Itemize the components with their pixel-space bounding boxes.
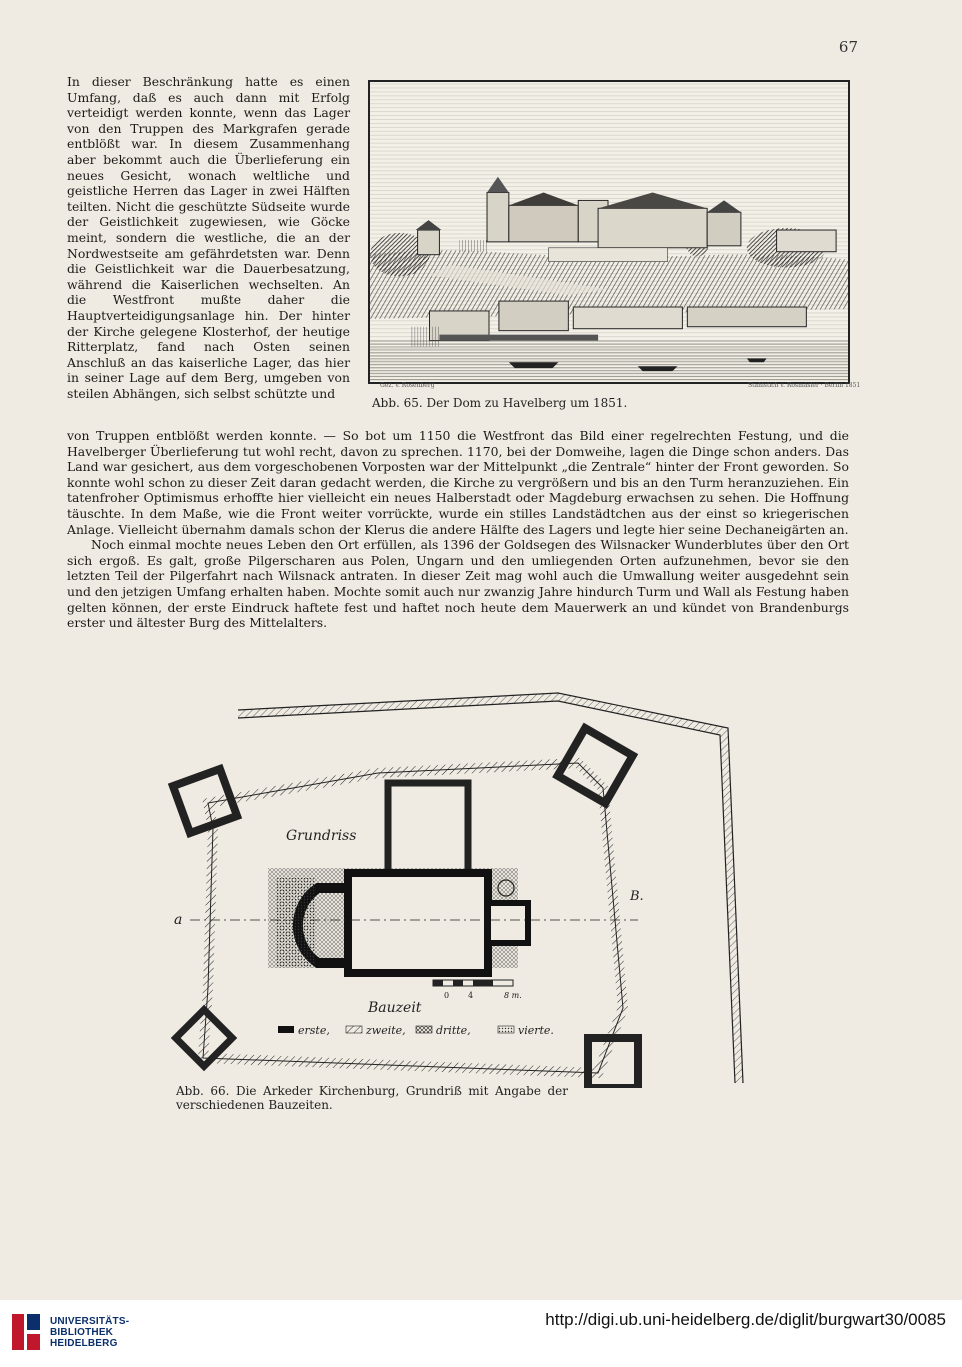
figure-66-caption: Abb. 66. Die Arkeder Kirchenburg, Grundriß mit Angabe der verschiedenen Bauzeiten. [176,1084,568,1112]
university-library-logo-icon [12,1314,40,1350]
engraving-credit-right: Stahlstich v. Rosmäsler · Berlin 1851 [748,382,861,389]
legend-item-third: dritte, [436,1024,471,1037]
source-url-link[interactable]: http://digi.ub.uni-heidelberg.de/diglit/burgwart30/0085 [545,1310,946,1329]
logo-line: BIBLIOTHEK [50,1327,114,1338]
legend-title: Bauzeit [368,1000,422,1016]
legend-item-second: zweite, [366,1024,406,1037]
scale-label-0: 0 [444,991,450,1000]
library-footer [0,1300,962,1367]
paragraph: von Truppen entblößt werden konnte. — So bot um 1150 die Westfront das Bild einer regelrechten Festung, und die Havelberger Überlieferung tut wohl recht, davon zu sprechen. 1170, bei der Domweihe, lagen die Dinge schon anders. Das Land war gesichert, aus dem vorgeschobenen Vorposten war der Mittelpunkt „die Zentrale“ hinter der Front geworden. So konnte wohl schon zu dieser Zeit daran gedacht werden, die Kirche zu vergrößern und bis an den Turm heranzuziehen. Ein tatenfroher Optimismus erhoffte hier vielleicht ein neues Halberstadt oder Magdeburg erwachsen zu sehen. Die Hoffnung täuschte. In dem Maße, wie die Front weiter vorrückte, wurde ein stilles Landstädtchen aus der einst so kriegerischen Anlage. Vielleicht übernahm damals schon der Klerus die andere Hälfte des Lagers und legte hier seine Dechaneigärten an. [67,428,849,537]
paragraph: Noch einmal mochte neues Leben den Ort erfüllen, als 1396 der Goldsegen des Wilsnacker Wunderblutes über den Ort sich ergoß. Es galt, große Pilgerscharen aus Polen, Ungarn und den umliegenden Orten aufzunehmen, bevor sie den letzten Teil der Pilgerfahrt nach Wilsnack antraten. In dieser Zeit mag wohl auch die Umwallung weiter ausgedehnt sein und den jetzigen Umfang erhalten haben. Mochte somit auch nur zwanzig Jahre hindurch Turm und Wall als Festung haben gelten können, der erste Eindruck haftete fest und haftet noch heute dem Mauerwerk an und kündet von Brandenburgs erster und ältester Burg des Mittelalters. [67,537,849,631]
body-text [67,428,849,631]
scale-label-8: 8 m. [504,991,522,1000]
logo-line: UNIVERSITÄTS- [50,1316,130,1327]
axis-label-b: B. [630,889,644,904]
page-number: 67 [838,38,858,56]
axis-label-a: a [174,912,183,928]
church-castle-floor-plan [168,688,758,1088]
scale-label-4: 4 [468,991,474,1000]
plan-title-label: Grundriss [286,828,357,844]
legend-item-fourth: vierte. [518,1024,554,1037]
legend-item-first: erste, [298,1024,330,1037]
engraving-credit-left: Gez. v. Rosenberg [380,382,435,389]
figure-65-caption: Abb. 65. Der Dom zu Havelberg um 1851. [372,396,628,410]
logo-line: HEIDELBERG [50,1338,118,1349]
havelberg-cathedral-engraving [368,80,850,384]
library-logo-text [50,1316,129,1349]
floor-plan-drawing [168,688,758,1088]
column-text: In dieser Beschränkung hatte es einen Umfang, daß es auch dann mit Erfolg verteidigt werden konnte, wenn das Lager von den Truppen des Markgrafen gerade entblößt war. In diesem Zusammenhang aber bekommt auch die Überlieferung ein neues Gesicht, wonach weltliche und geistliche Herren das Lager in zwei Hälften teilten. Nicht die geschützte Südseite wurde der Geistlichkeit zugewiesen, wie Göcke meint, sondern die westliche, die an der Nordwestseite am gefährdetsten war. Denn die Geistlichkeit war die Dauerbesatzung, während die Kaiserlichen wechselten. An die Westfront mußte daher die Hauptverteidigungsanlage hin. Der hinter der Kirche gelegene Klosterhof, der heutige Ritterplatz, fand nach Osten seinen Anschluß an das kaiserliche Lager, das hier in seiner Lage auf dem Berg, umgeben von steilen Abhängen, sich selbst schützte und [67,74,350,401]
engraving-illustration [370,82,848,382]
